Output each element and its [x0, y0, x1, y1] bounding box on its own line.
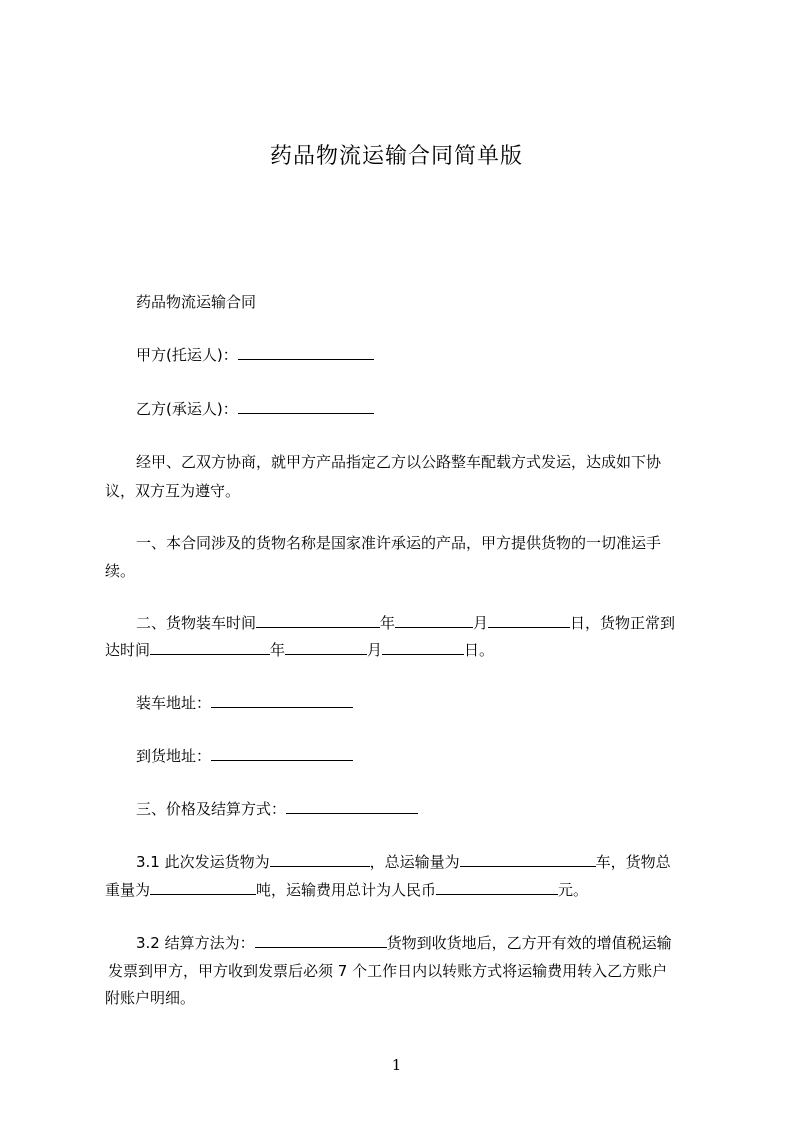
- clause-3-label: 三、价格及结算方式：: [136, 800, 287, 818]
- party-a-blank: [238, 345, 374, 360]
- clause-3-1-line-2: [105, 879, 705, 901]
- loading-address-blank: [211, 693, 353, 708]
- loading-address-line: [136, 692, 706, 714]
- party-a-label: 甲方(托运人)：: [136, 346, 238, 364]
- intro-line-2: 议，双方互为遵守。: [105, 482, 241, 500]
- goods-label: 3.1 此次发运货物为: [136, 853, 270, 871]
- currency-unit: 元。: [558, 881, 589, 899]
- delivery-address-label: 到货地址：: [136, 747, 212, 765]
- page-number: 1: [391, 1056, 402, 1074]
- arrival-time-label: 达时间: [105, 641, 151, 659]
- delivery-address-blank: [211, 746, 353, 761]
- arrival-month-blank: [285, 640, 367, 655]
- settlement-text: 货物到收货地后，乙方开有效的增值税运输: [386, 934, 672, 952]
- clause-3-1-line-1: [136, 851, 706, 873]
- price-method-blank: [286, 799, 418, 814]
- loading-year-blank: [256, 613, 380, 628]
- party-a-line: [136, 344, 706, 366]
- loading-day-blank: [488, 613, 570, 628]
- month-label: 月: [473, 614, 489, 632]
- intro-line-1: 经甲、乙双方协商，就甲方产品指定乙方以公路整车配载方式发运，达成如下协: [136, 453, 662, 471]
- clause-3-2-line-3: 附账户明细。: [105, 989, 196, 1007]
- goods-blank: [270, 852, 370, 867]
- clause-1-line-1: 一、本合同涉及的货物名称是国家准许承运的产品，甲方提供货物的一切准运手: [136, 534, 662, 552]
- clause-2-line-1: [136, 612, 706, 634]
- arrival-year-blank: [150, 640, 270, 655]
- settlement-label: 3.2 结算方法为：: [136, 934, 255, 952]
- clause-3-line: [136, 798, 706, 820]
- year-label: 年: [380, 614, 396, 632]
- clause-3-2-line-1: [136, 932, 706, 954]
- weight-blank: [150, 880, 256, 895]
- weight-label: 重量为: [105, 881, 151, 899]
- party-b-label: 乙方(承运人)：: [136, 400, 238, 418]
- party-b-line: [136, 398, 706, 420]
- settlement-blank: [255, 933, 387, 948]
- clause-3-2-line-2: 发票到甲方，甲方收到发票后必须 7 个工作日内以转账方式将运输费用转入乙方账户: [108, 962, 668, 980]
- amount-blank: [436, 880, 558, 895]
- party-b-blank: [238, 399, 374, 414]
- arrival-intro: 日，货物正常到: [570, 614, 676, 632]
- document-title: 药品物流运输合同简单版: [269, 144, 523, 169]
- clause-1-line-2: 续。: [105, 562, 136, 580]
- year-label: 年: [270, 641, 286, 659]
- loading-time-label: 二、货物装车时间: [136, 614, 257, 632]
- clause-2-line-2: [105, 639, 705, 661]
- arrival-day-blank: [382, 640, 464, 655]
- truck-label: 车，货物总: [595, 853, 671, 871]
- loading-month-blank: [395, 613, 473, 628]
- freight-total-label: 吨，运输费用总计为人民币: [256, 881, 437, 899]
- volume-blank: [460, 852, 596, 867]
- delivery-address-line: [136, 745, 706, 767]
- loading-address-label: 装车地址：: [136, 694, 212, 712]
- day-end-label: 日。: [464, 641, 495, 659]
- month-label: 月: [367, 641, 383, 659]
- total-volume-label: ，总运输量为: [369, 853, 460, 871]
- contract-heading: 药品物流运输合同: [136, 293, 257, 311]
